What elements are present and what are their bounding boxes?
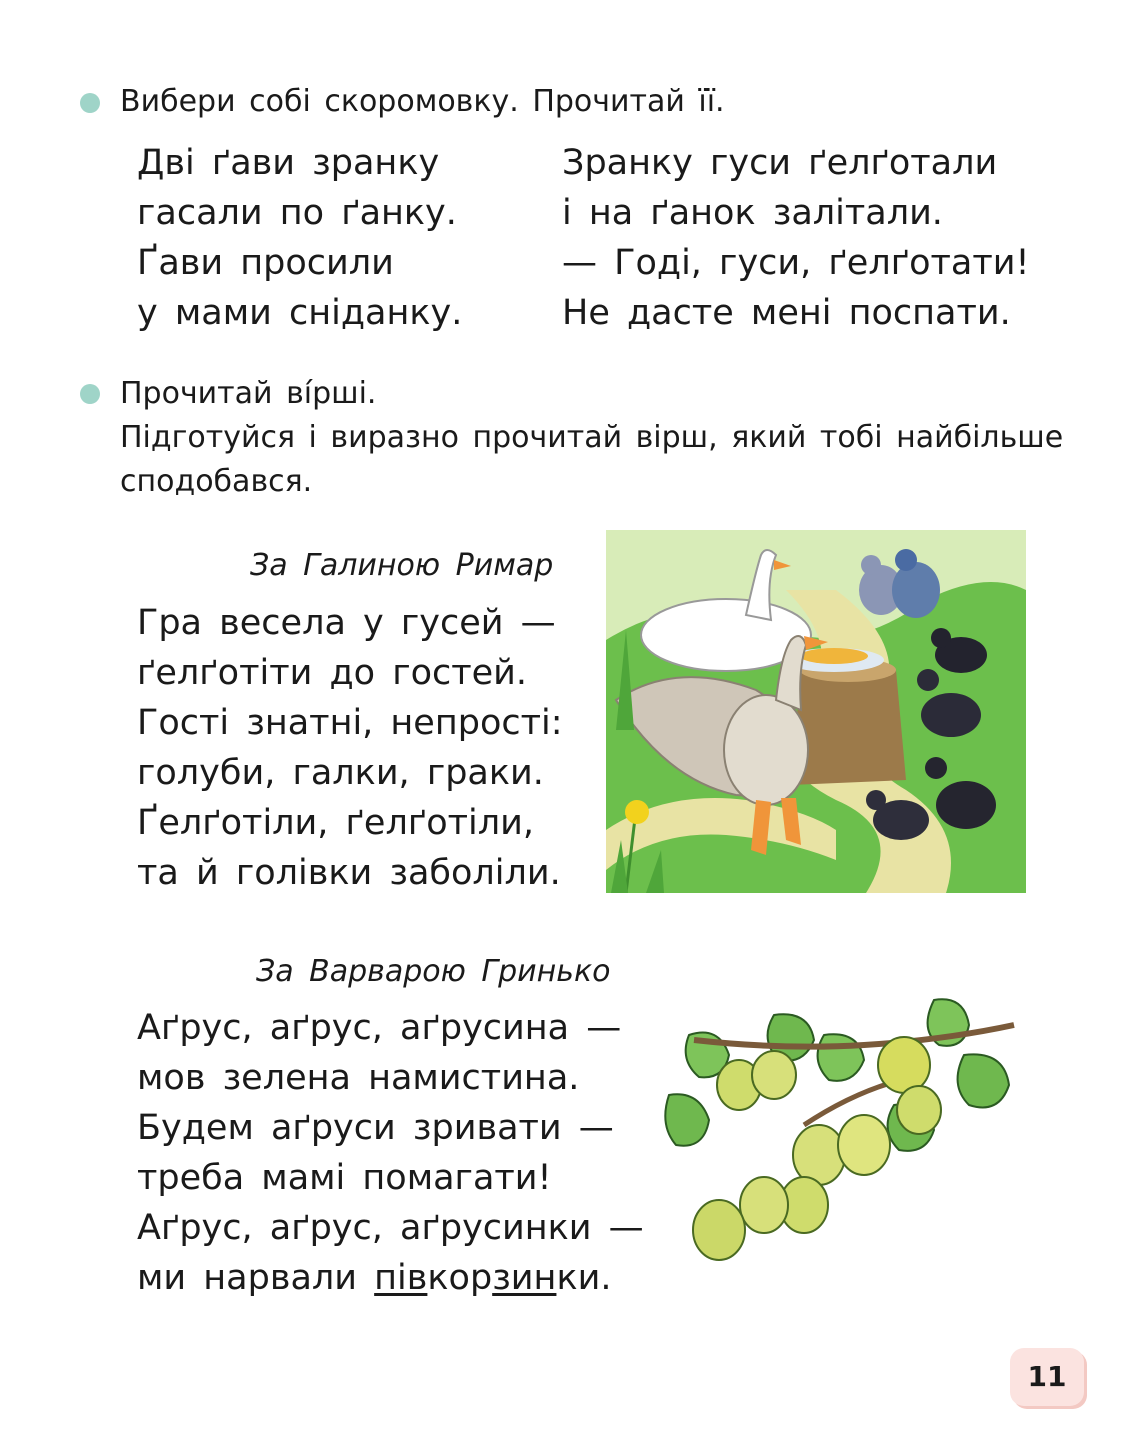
task2-instruction: [120, 372, 1063, 504]
task2-instruction-line: Прочитай ві́рші.: [120, 376, 377, 411]
poem-line: — Годі, гуси, ґелґотати!: [562, 243, 1030, 283]
page-number: 11: [1010, 1348, 1084, 1406]
poem-line: та й голівки заболіли.: [137, 853, 561, 893]
poem-line: гасали по ґанку.: [137, 193, 457, 233]
poem1-text: [137, 598, 563, 898]
poem-line: Зранку гуси ґелґотали: [562, 143, 998, 183]
gooseberry-branch-illustration: [664, 995, 1024, 1280]
poem-line: Гості знатні, непрості:: [137, 703, 563, 743]
poem-line: Аґрус, аґрус, аґрусина —: [137, 1008, 622, 1048]
poem1-author: За Галиною Римар: [250, 548, 554, 583]
syllable: пів: [374, 1258, 428, 1298]
poem-line: і на ґанок залітали.: [562, 193, 943, 233]
poem-line: Ґави просили: [137, 243, 394, 283]
poem-line-suffix: .: [600, 1258, 612, 1298]
poem-line: мов зелена намистина.: [137, 1058, 580, 1098]
task2-instruction-line: Підготуйся і виразно прочитай вірш, який тобі найбільше: [120, 420, 1064, 455]
task2-instruction-line: сподобався.: [120, 464, 313, 499]
poem-line-prefix: ми нарвали: [137, 1258, 375, 1298]
syllable: ки: [556, 1258, 601, 1298]
task1-instruction: Вибери собі скоромовку. Прочитай її.: [120, 84, 725, 119]
poem-line: голуби, галки, граки.: [137, 753, 544, 793]
poem-line: Гра весела у гусей —: [137, 603, 556, 643]
tongue-twister-1: [137, 138, 462, 338]
poem-line: Ґелґотіли, ґелґотіли,: [137, 803, 534, 843]
poem-line: Не дасте мені поспати.: [562, 293, 1011, 333]
syllable: кор: [427, 1258, 493, 1298]
poem-line: Будем аґруси зривати —: [137, 1108, 614, 1148]
geese-birds-illustration: [606, 530, 1026, 893]
poem-line: Аґрус, аґрус, аґрусинки —: [137, 1208, 644, 1248]
syllable: зин: [492, 1258, 557, 1298]
poem-line: у мами сніданку.: [137, 293, 463, 333]
poem-line: треба мамі помагати!: [137, 1158, 552, 1198]
bullet-icon: [80, 384, 100, 404]
poem2-text: [137, 1003, 644, 1303]
tongue-twister-2: [562, 138, 1030, 338]
poem-line-last: [137, 1253, 644, 1303]
bullet-icon: [80, 93, 100, 113]
poem2-author: За Варварою Гринько: [256, 954, 611, 989]
poem-line: Дві ґави зранку: [137, 143, 440, 183]
poem-line: ґелґотіти до гостей.: [137, 653, 528, 693]
